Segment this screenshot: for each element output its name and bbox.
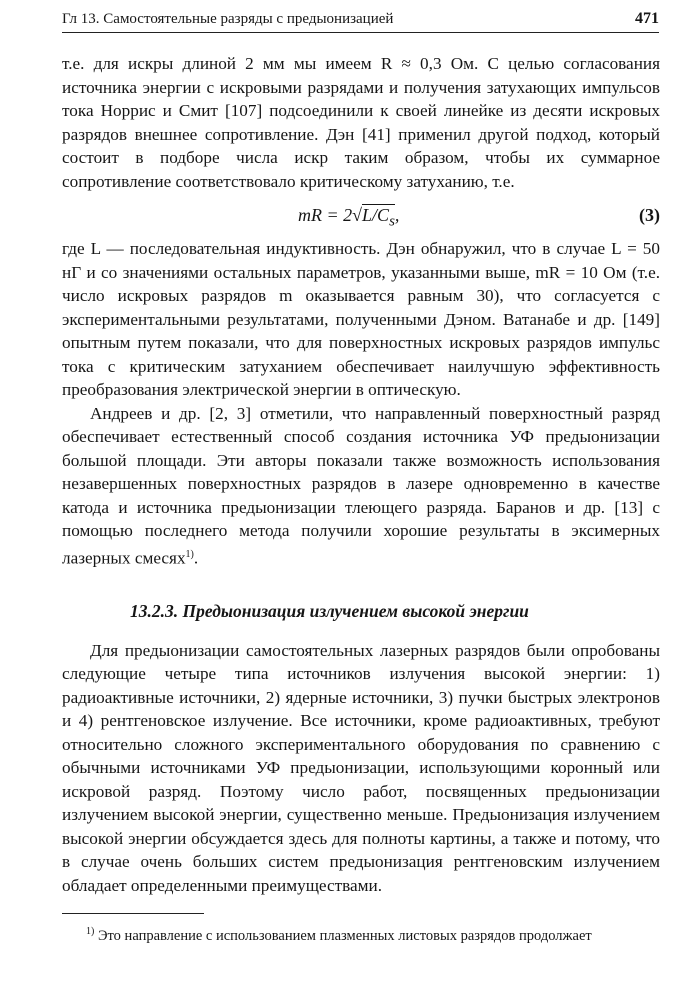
footnote-marker: 1)	[185, 548, 194, 560]
footnote-number: 1)	[86, 926, 95, 938]
radicand-text: L/C	[362, 205, 390, 225]
equation-number: (3)	[639, 205, 660, 225]
footnote-text: Это направление с использованием плазменных листовых разрядов продолжает	[97, 928, 592, 945]
page-number: 471	[635, 10, 659, 27]
running-title: Гл 13. Самостоятельные разряды с предыонизацией	[62, 11, 394, 27]
footnote	[62, 922, 660, 946]
page-body	[62, 52, 660, 946]
section-heading: 13.2.3. Предыонизация излучением высокой энергии	[130, 600, 529, 621]
paragraph-1: т.е. для искры длиной 2 мм мы имеем R ≈ 0,3 Ом. С целью согласования источника энергии с искровыми разрядами и получения затухающих импульсов тока Норрис и Смит [107] подсоединили к своей линейке из десяти искровых разрядов внешнее сопротивление. Дэн [41] применил другой подход, который состоит в подборе числа искр таким образом, чтобы их суммарное сопротивление соответствовало критическому затуханию, т.е.	[62, 54, 660, 191]
sqrt-sign: √	[352, 205, 363, 225]
equation-3	[62, 193, 660, 237]
running-header	[62, 10, 659, 33]
paragraph-3	[62, 402, 660, 570]
paragraph-2: где L — последовательная индуктивность. Дэн обнаружил, что в случае L = 50 нГ и со значениями остальных параметров, указанными выше, mR = 10 Ом (т.е. число искровых разрядов m оказывается равным 30), что согласуется с экспериментальными результатами, полученными Дэном. Ватанабе и др. [149] опытным путем показали, что для поверхностных искровых разрядов импульс тока с критическим затуханием обеспечивает наилучшую эффективность преобразования электрической энергии в оптическую.	[62, 239, 660, 399]
paragraph-3-text: Андреев и др. [2, 3] отметили, что направленный поверхностный разряд обеспечивает естественный способ создания источника УФ предыонизации большой площади. Эти авторы показали также возможность использования незавершенных поверхностных разрядов в лазере одновременно в качестве катода и источника предыонизации тлеющего разряда. Баранов и др. [13] с помощью последнего метода получили хорошие результаты в эксимерных лазерных смесях	[62, 403, 660, 568]
radicand-subscript: s	[389, 213, 395, 230]
formula-trailing: ,	[394, 205, 400, 225]
formula-radicand	[362, 204, 395, 230]
formula	[298, 193, 399, 244]
formula-lhs: mR = 2	[298, 205, 353, 225]
footnote-divider	[62, 913, 204, 914]
paragraph-4: Для предыонизации самостоятельных лазерных разрядов были опробованы следующие четыре типа источников излучения высокой энергии: 1) радиоактивные источники, 2) ядерные источники, 3) пучки быстрых электронов и 4) рентгеновское излучение. Все источники, кроме радиоактивных, требуют относительно сложного экспериментального оборудования по сравнению с обычными источниками УФ предыонизации, использующими коронный или искровой разряд. Поэтому число работ, посвященных предыонизации излучением высокой энергии, существенно меньше. Предыонизация излучением высокой энергии обсуждается здесь для полноты картины, а также и потому, что в случае очень больших систем предыонизация рентгеновским излучением обладает определенными преимуществами.	[62, 640, 660, 895]
paragraph-3-end: .	[193, 548, 199, 568]
